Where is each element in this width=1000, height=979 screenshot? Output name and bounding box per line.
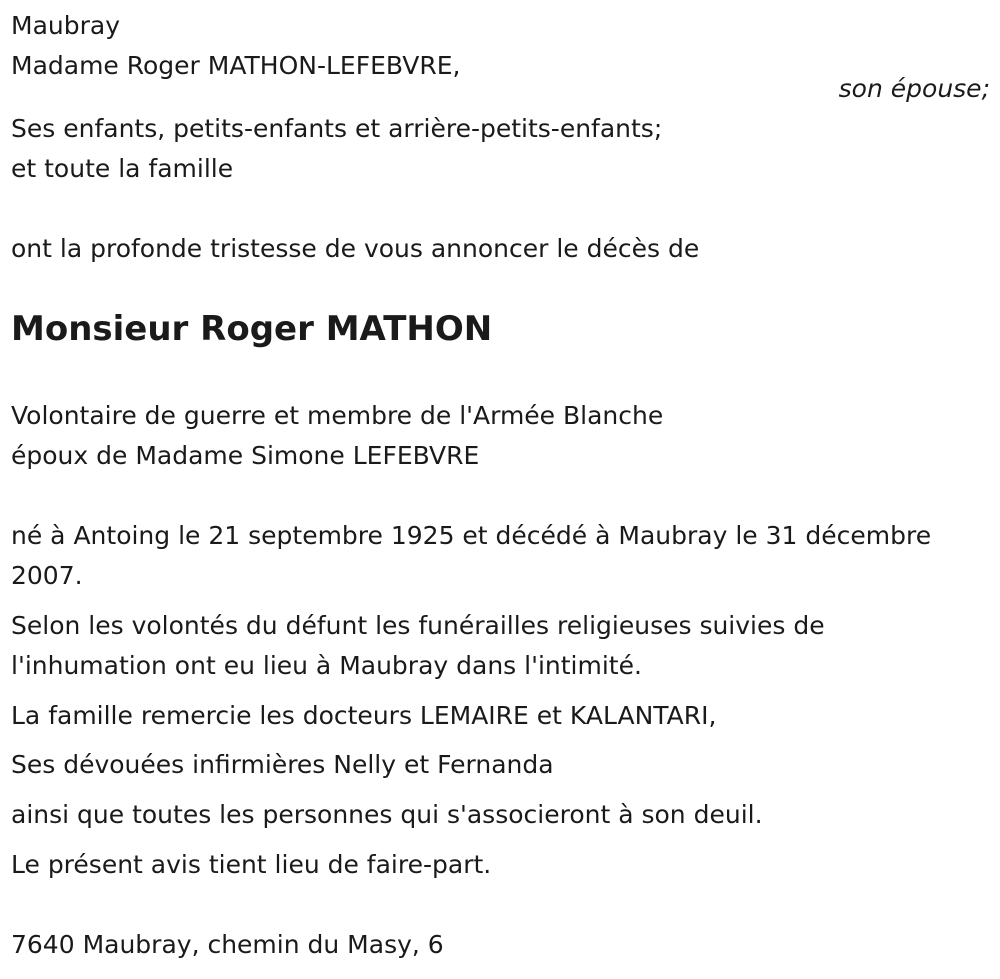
children-line: Ses enfants, petits-enfants et arrière-petits-enfants; — [11, 114, 663, 143]
address-line: 7640 Maubray, chemin du Masy, 6 — [11, 930, 444, 959]
funeral-line-1: Selon les volontés du défunt les funérailles religieuses suivies de — [11, 611, 825, 640]
deceased-spouse: époux de Madame Simone LEFEBVRE — [11, 441, 480, 470]
thanks-others: ainsi que toutes les personnes qui s'associeront à son deuil. — [11, 800, 763, 829]
deceased-title: Volontaire de guerre et membre de l'Armée Blanche — [11, 401, 664, 430]
dates-line-1: né à Antoing le 21 septembre 1925 et décédé à Maubray le 31 décembre — [11, 521, 932, 550]
thanks-nurses: Ses dévouées infirmières Nelly et Fernanda — [11, 750, 554, 779]
announcement-text: ont la profonde tristesse de vous annoncer le décès de — [11, 234, 700, 263]
thanks-doctors: La famille remercie les docteurs LEMAIRE et KALANTARI, — [11, 701, 717, 730]
town-name: Maubray — [11, 11, 120, 40]
notice-line: Le présent avis tient lieu de faire-part. — [11, 850, 492, 879]
dates-line-2: 2007. — [11, 561, 83, 590]
spouse-name: Madame Roger MATHON-LEFEBVRE, — [11, 51, 461, 80]
spouse-role: son épouse; — [838, 74, 990, 103]
deceased-name: Monsieur Roger MATHON — [11, 309, 493, 349]
family-line: et toute la famille — [11, 154, 234, 183]
funeral-line-2: l'inhumation ont eu lieu à Maubray dans l'intimité. — [11, 651, 642, 680]
